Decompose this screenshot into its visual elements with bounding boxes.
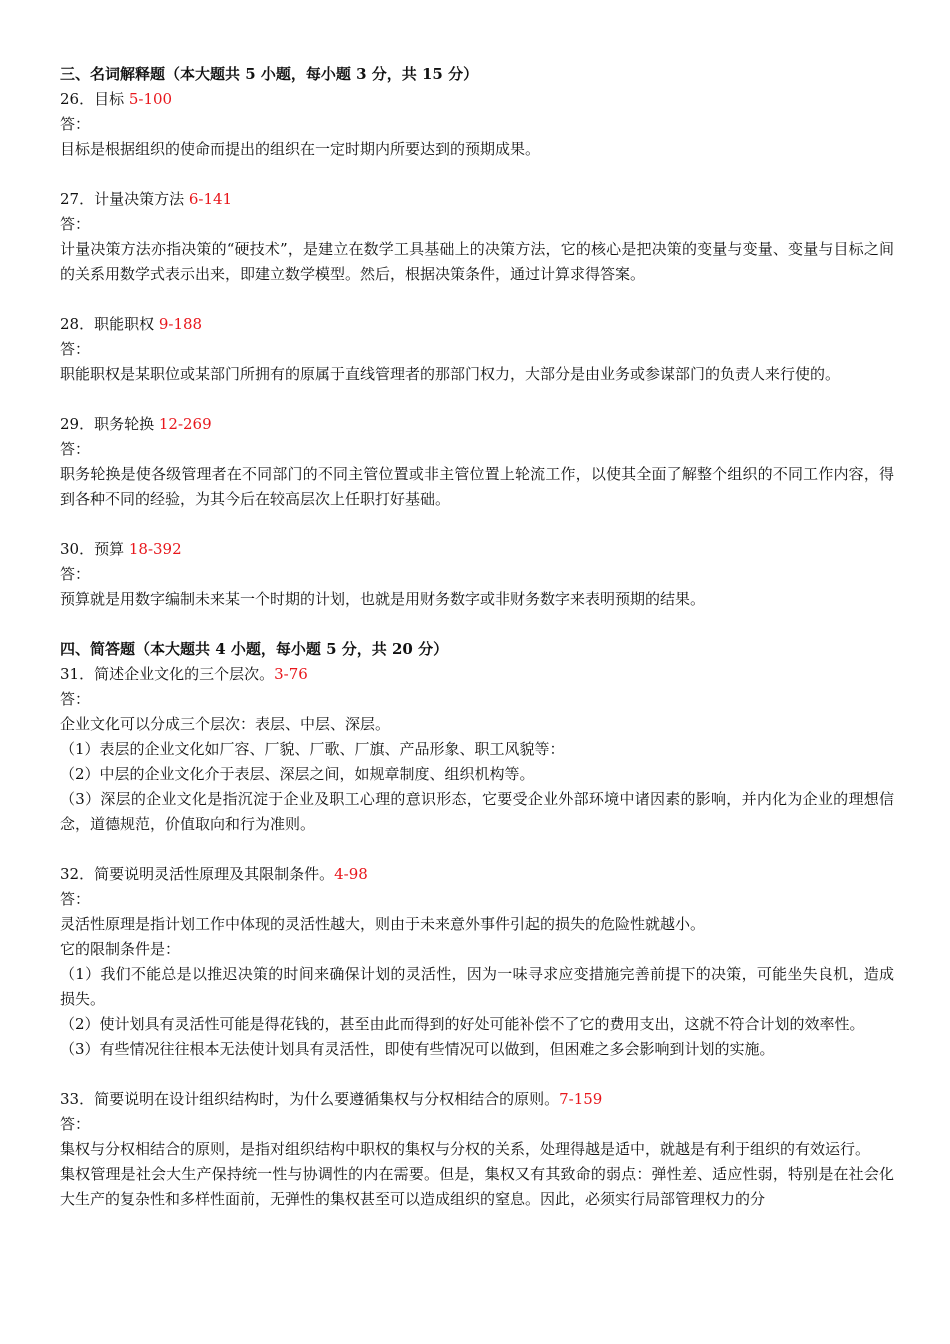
answer-label: 答： [60, 565, 91, 583]
answer-paragraph: （3）深层的企业文化是指沉淀于企业及职工心理的意识形态，它要受企业外部环境中诸因素的影响，并内化为企业的理想信念，道德规范，价值取向和行为准则。 [60, 790, 894, 833]
answer-label: 答： [60, 215, 91, 233]
answer-paragraph: （1）我们不能总是以推迟决策的时间来确保计划的灵活性，因为一味寻求应变措施完善前提下的决策，可能坐失良机，造成损失。 [60, 965, 894, 1008]
answer-paragraph: 职能职权是某职位或某部门所拥有的原属于直线管理者的那部门权力，大部分是由业务或参谋部门的负责人来行使的。 [60, 365, 841, 383]
question-heading [60, 662, 894, 687]
answer-label: 答： [60, 690, 91, 708]
question-text: 27．计量决策方法 [60, 190, 189, 208]
answer-paragraph: （3）有些情况往往根本无法使计划具有灵活性，即使有些情况可以做到，但困难之多会影响到计划的实施。 [60, 1040, 775, 1058]
question-heading [60, 537, 894, 562]
answer-paragraph: 职务轮换是使各级管理者在不同部门的不同主管位置或非主管位置上轮流工作，以使其全面了解整个组织的不同工作内容，得到各种不同的经验，为其今后在较高层次上任职打好基础。 [60, 465, 894, 508]
question-text: 33．简要说明在设计组织结构时，为什么要遵循集权与分权相结合的原则。 [60, 1090, 560, 1108]
question-text: 28．职能职权 [60, 315, 159, 333]
answer-label: 答： [60, 440, 91, 458]
section-title: 四、简答题（本大题共 4 小题，每小题 5 分，共 20 分） [60, 640, 449, 658]
page-reference: 4-98 [334, 865, 368, 883]
page-reference: 7-159 [559, 1090, 603, 1108]
answer-label: 答： [60, 1115, 91, 1133]
question-heading [60, 412, 894, 437]
page-reference: 3-76 [274, 665, 308, 683]
answer-label: 答： [60, 115, 91, 133]
page-reference: 12-269 [158, 415, 212, 433]
question-heading [60, 187, 894, 212]
page-reference: 18-392 [128, 540, 182, 558]
page-reference: 5-100 [128, 90, 173, 108]
question-text: 26．目标 [60, 90, 129, 108]
question-heading [60, 1087, 894, 1112]
answer-paragraph: 目标是根据组织的使命而提出的组织在一定时期内所要达到的预期成果。 [60, 140, 541, 158]
question-heading [60, 87, 894, 112]
answer-paragraph: 集权与分权相结合的原则，是指对组织结构中职权的集权与分权的关系，处理得越是适中，就越是有利于组织的有效运行。 [60, 1140, 871, 1158]
question-heading [60, 312, 894, 337]
answer-label: 答： [60, 890, 91, 908]
answer-paragraph: 灵活性原理是指计划工作中体现的灵活性越大，则由于未来意外事件引起的损失的危险性就越小。 [60, 915, 706, 933]
answer-paragraph: （2）使计划具有灵活性可能是得花钱的，甚至由此而得到的好处可能补偿不了它的费用支出，这就不符合计划的效率性。 [60, 1015, 865, 1033]
answer-paragraph: 集权管理是社会大生产保持统一性与协调性的内在需要。但是，集权又有其致命的弱点：弹性差、适应性弱，特别是在社会化大生产的复杂性和多样性面前，无弹性的集权甚至可以造成组织的窒息。因此，必须实行局部管理权力的分 [60, 1165, 894, 1208]
section-title: 三、名词解释题（本大题共 5 小题，每小题 3 分，共 15 分） [60, 65, 479, 83]
question-text: 30．预算 [60, 540, 129, 558]
page-reference: 6-141 [188, 190, 233, 208]
question-text: 29．职务轮换 [60, 415, 159, 433]
answer-paragraph: （2）中层的企业文化介于表层、深层之间，如规章制度、组织机构等。 [60, 765, 535, 783]
answer-paragraph: （1）表层的企业文化如厂容、厂貌、厂歌、厂旗、产品形象、职工风貌等： [60, 740, 565, 758]
document-page [60, 62, 894, 1212]
question-heading [60, 862, 894, 887]
page-reference: 9-188 [158, 315, 203, 333]
question-text: 32．简要说明灵活性原理及其限制条件。 [60, 865, 335, 883]
answer-label: 答： [60, 340, 91, 358]
answer-paragraph: 计量决策方法亦指决策的“硬技术”，是建立在数学工具基础上的决策方法，它的核心是把决策的变量与变量、变量与目标之间的关系用数学式表示出来，即建立数学模型。然后，根据决策条件，通过计算求得答案。 [60, 240, 894, 283]
question-text: 31．简述企业文化的三个层次。 [60, 665, 275, 683]
answer-paragraph: 企业文化可以分成三个层次：表层、中层、深层。 [60, 715, 391, 733]
answer-paragraph: 预算就是用数字编制未来某一个时期的计划，也就是用财务数字或非财务数字来表明预期的结果。 [60, 590, 706, 608]
answer-paragraph: 它的限制条件是： [60, 940, 181, 958]
